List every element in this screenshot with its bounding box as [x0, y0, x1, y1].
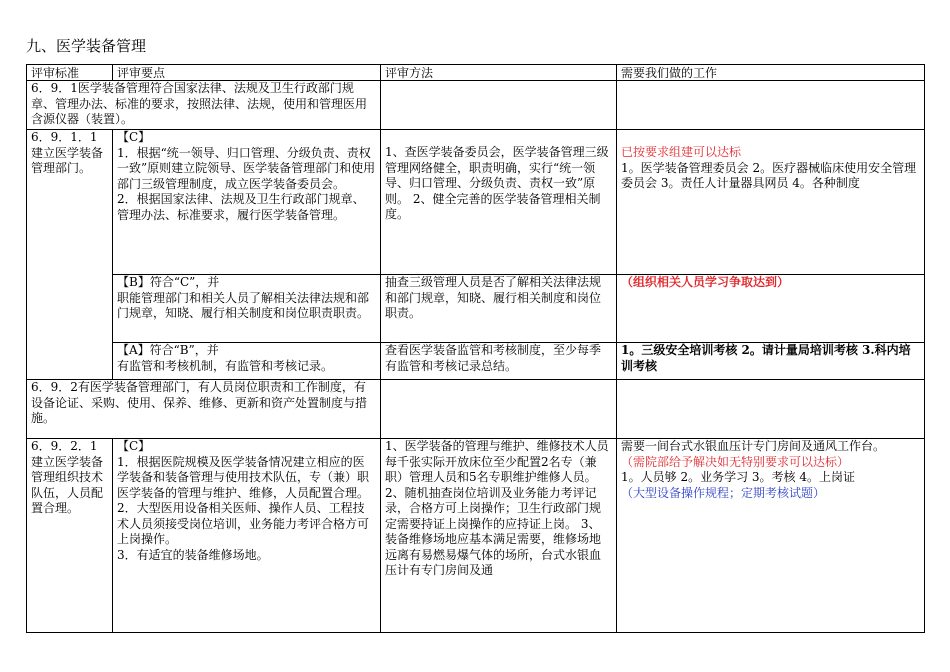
- table-row: [27, 380, 925, 439]
- standard-6-9-2: 6．9．2有医学装备管理部门，有人员岗位职责和工作制度，有设备论证、采购、使用、保养、维修、更新和资产处置制度与措施。: [27, 380, 381, 439]
- header-work: 需要我们做的工作: [617, 65, 925, 81]
- method-cell: [381, 81, 617, 130]
- standard-6-9-1-1: 6．9．1．1 建立医学装备管理部门。: [27, 130, 113, 380]
- header-points: 评审要点: [113, 65, 381, 81]
- work-cell: [617, 81, 925, 130]
- standard-6-9-2-1: 6．9．2．1 建立医学装备管理组织技术队伍，人员配置合理。: [27, 439, 113, 633]
- points-c-cell: [113, 130, 381, 275]
- work-cell: [617, 439, 925, 633]
- method-a-text: 查看医学装备监管和考核制度，至少每季有监管和考核记录总结。: [381, 343, 617, 380]
- work-status: （需院部给予解决如无特别要求可以达标）: [621, 454, 850, 469]
- level-c-label: 【C】: [117, 439, 151, 453]
- method-text: 1、医学装备的管理与维护、维修技术人员每千张实际开放床位至少配置2名专（兼职）管理人员和5名专职维护维修人员。 2、随机抽查岗位培训及业务能力考评记录，合格方可上岗操作；卫生行政部门规定需要持证上岗操作的应持证上岗。 3、装备维修场地应基本满足需要，维修场地远离有易燃易爆气体的场所，台式水银血压计有专门房间及通: [381, 439, 617, 633]
- points-c-item-1: 1．根据医院规模及医学装备情况建立相应的医学装备和装备管理与使用技术队伍，专（兼）职医学装备的管理与维护、维修，人员配置合理。: [117, 454, 370, 500]
- points-c-item-2: 2．大型医用设备相关医师、操作人员、工程技术人员须接受岗位培训，业务能力考评合格方可上岗操作。: [117, 501, 370, 546]
- points-a-text: 有监管和考核机制，有监管和考核记录。: [117, 358, 334, 373]
- work-note: （大型设备操作规程；定期考核试题）: [621, 485, 826, 500]
- work-text-2: 1。人员够 2。业务学习 3。考核 4。上岗证: [621, 470, 855, 484]
- points-a-cell: [113, 343, 381, 380]
- method-b-text: 抽查三级管理人员是否了解相关法律法规和部门规章，知晓、履行相关制度和岗位职责。: [381, 275, 617, 343]
- work-c-status: 已按要求组建可以达标: [621, 145, 742, 159]
- table-row: [27, 81, 925, 130]
- level-c-label: 【C】: [117, 130, 151, 144]
- work-b-text: （组织相关人员学习争取达到）: [617, 275, 925, 343]
- review-table: [26, 64, 925, 633]
- table-row: [27, 343, 925, 380]
- work-c-text: 1。医学装备管理委员会 2。医疗器械临床使用安全管理委员会 3。责任人计量器具网员 4。各种制度: [621, 160, 917, 190]
- level-b-label: 【B】符合“C”，并: [117, 275, 220, 289]
- method-c-cell: [381, 130, 617, 275]
- points-b-text: 职能管理部门和相关人员了解相关法律法规和部门规章，知晓、履行相关制度和岗位职责职责。: [117, 290, 370, 320]
- table-row: [27, 439, 925, 633]
- method-c-text: 1、查医学装备委员会，医学装备管理三级管理网络健全，职责明确，实行“统一领导、归口管理、分级负责、责权一致”原则。 2、健全完善的医学装备管理相关制度。: [385, 145, 609, 221]
- table-row: [27, 130, 925, 275]
- header-method: 评审方法: [381, 65, 617, 81]
- work-c-cell: [617, 130, 925, 275]
- points-b-cell: [113, 275, 381, 343]
- standard-6-9-1: 6．9．1医学装备管理符合国家法律、法规及卫生行政部门规章、管理办法、标准的要求，按照法律、法规，使用和管理医用含源仪器（装置）。: [27, 81, 381, 130]
- header-standard: 评审标准: [27, 65, 113, 81]
- table-row: [27, 275, 925, 343]
- points-c-item-3: 3．有适宜的装备维修场地。: [117, 547, 269, 562]
- work-a-text: 1。三级安全培训考核 2。请计量局培训考核 3.科内培训考核: [617, 343, 925, 380]
- work-cell: [617, 380, 925, 439]
- table-header-row: [27, 65, 925, 81]
- points-c-item-2: 2．根据国家法律、法规及卫生行政部门规章、管理办法、标准要求，履行医学装备管理。: [117, 192, 365, 222]
- points-c-cell: [113, 439, 381, 633]
- work-text-1: 需要一间台式水银血压计专门房间及通风工作台。: [621, 439, 886, 453]
- level-a-label: 【A】符合“B”，并: [117, 343, 219, 357]
- page-title: 九、医学装备管理: [26, 37, 147, 55]
- method-cell: [381, 380, 617, 439]
- points-c-item-1: 1．根据“统一领导、归口管理、分级负责、责权一致”原则建立院领导、医学装备管理部门和使用部门三级管理制度，成立医学装备委员会。: [117, 145, 376, 191]
